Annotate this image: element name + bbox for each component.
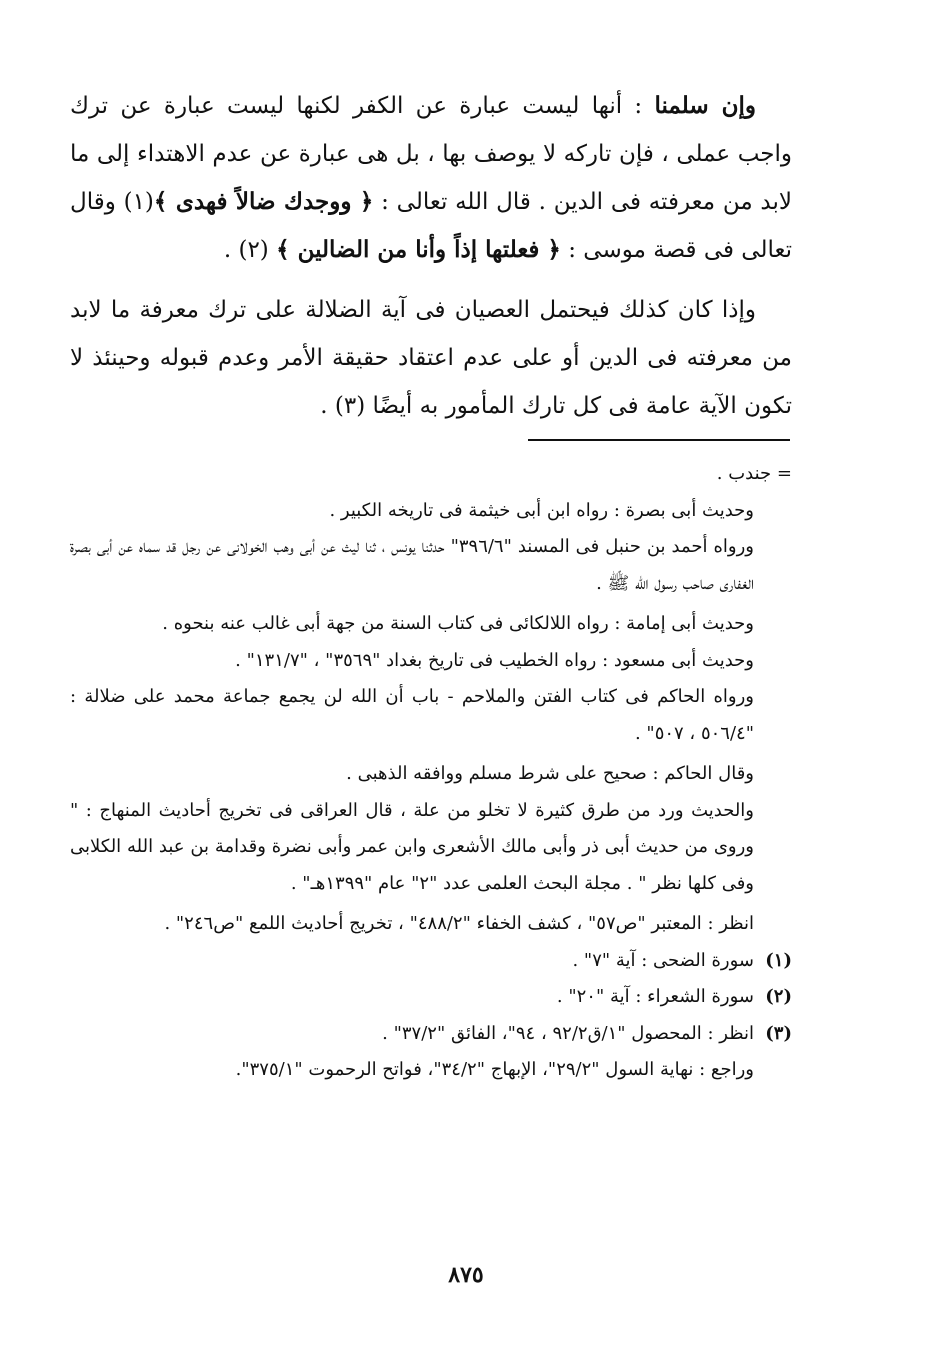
- footnote-line: والحديث ورد من طرق كثيرة لا تخلو من علة ، قال العراقى فى تخريج أحاديث المنهاج : " وروى من حديث أبى ذر وأبى مالك الأشعرى وابن عمر وأبى نضرة وقدامة بن عبد الله الكلابى وفى كلها نظر " . مجلة البحث العلمى عدد "٢" عام "١٣٩٩هـ" .: [70, 799, 754, 894]
- text-run: وإذا كان كذلك فيحتمل العصيان فى آية الضلالة على ترك معرفة ما لابد من معرفته فى الدين أو على عدم اعتقاد حقيقة الأمر وعدم قبوله وحينئذ لا تكون الآية عامة فى كل تارك المأمور به أيضًا: [70, 297, 792, 419]
- footnote-number: (١): [765, 949, 792, 971]
- quran-verse: ﴿ فعلتها إذاً وأنا من الضالين ﴾: [276, 236, 561, 263]
- footnote-line: وحديث أبى إمامة : رواه اللالكائى فى كتاب السنة من جهة أبى غالب عنه بنحوه .: [162, 613, 754, 634]
- footnote-3: [70, 1016, 792, 1053]
- footnote-2: [70, 979, 792, 1016]
- footnote-line: وقال الحاكم : صحيح على شرط مسلم ووافقه الذهبى .: [346, 763, 754, 784]
- footnote-line: انظر : المعتبر "ص٥٧" ، كشف الخفاء "٤٨٨/٢" ، تخريج أحاديث اللمع "ص٢٤٦" .: [164, 913, 754, 934]
- footnote-separator: [528, 439, 790, 441]
- footnote-text: سورة الضحى : آية "٧" .: [572, 949, 754, 971]
- footnote-ref-3[interactable]: (٣): [334, 393, 373, 419]
- footnote-line: وحديث أبى بصرة : رواه ابن أبى خيثمة فى تاريخه الكبير .: [329, 499, 754, 521]
- quran-verse: ﴿ ووجدك ضالاً فهدى ﴾: [153, 188, 374, 215]
- main-text: [70, 82, 792, 430]
- footnote-number: (٢): [765, 986, 792, 1007]
- footnotes: [70, 456, 792, 1089]
- footnote-number: (٣): [765, 1022, 792, 1044]
- footnote-1: [70, 943, 792, 980]
- page-number: ٨٧٥: [448, 1262, 484, 1288]
- footnote-ref-2[interactable]: (٢): [238, 237, 277, 263]
- text-run: وقال تعالى فى قصة موسى :: [70, 189, 792, 263]
- paragraph-1: [70, 82, 792, 274]
- footnote-line: وحديث أبى مسعود : رواه الخطيب فى تاريخ بغداد "٣٥٦٩" ، "١٣١/٧" .: [235, 649, 754, 671]
- footnote-continuation: [70, 456, 792, 493]
- footnote-text: انظر : المحصول "١/ق٩٢/٢ ، ٩٤"، الفائق "٣٧/٢" .: [382, 1022, 754, 1044]
- footnote-line: ورواه أحمد بن حنبل فى المسند "٣٩٦/٦" حدثنا يونس ، ثنا ليث عن أبى وهب الخولانى عن رجل قد سماه عن أبى بصرة الغفارى صاحب رسول الله ﷺ .: [70, 536, 754, 594]
- paragraph-2: [70, 286, 792, 430]
- lead-phrase: وإن سلمنا: [654, 92, 757, 119]
- footnote-ref-1[interactable]: (١): [123, 189, 154, 215]
- text-run: .: [320, 393, 335, 419]
- footnote-3-continued: وراجع : نهاية السول "٢٩/٢"، الإبهاج "٣٤/٢"، فواتح الرحموت "٣٧٥/١".: [235, 1059, 754, 1080]
- text-run: .: [223, 237, 239, 263]
- footnote-line: ورواه الحاكم فى كتاب الفتن والملاحم - باب أن الله لن يجمع جماعة محمد على ضلالة : "٥٠٦/٤ ، ٥٠٧" .: [70, 686, 754, 744]
- text-run: : أنها ليست عبارة عن الكفر لكنها ليست عبارة عن ترك واجب عملى ، فإن تاركه لا يوصف بها ، بل هى عبارة عن عدم الاهتداء إلى ما لابد من معرفته فى الدين . قال الله تعالى :: [70, 93, 793, 215]
- footnote-text: جندب .: [716, 463, 777, 484]
- continuation-marker: =: [776, 463, 792, 484]
- footnote-text: سورة الشعراء : آية "٢٠" .: [556, 986, 754, 1007]
